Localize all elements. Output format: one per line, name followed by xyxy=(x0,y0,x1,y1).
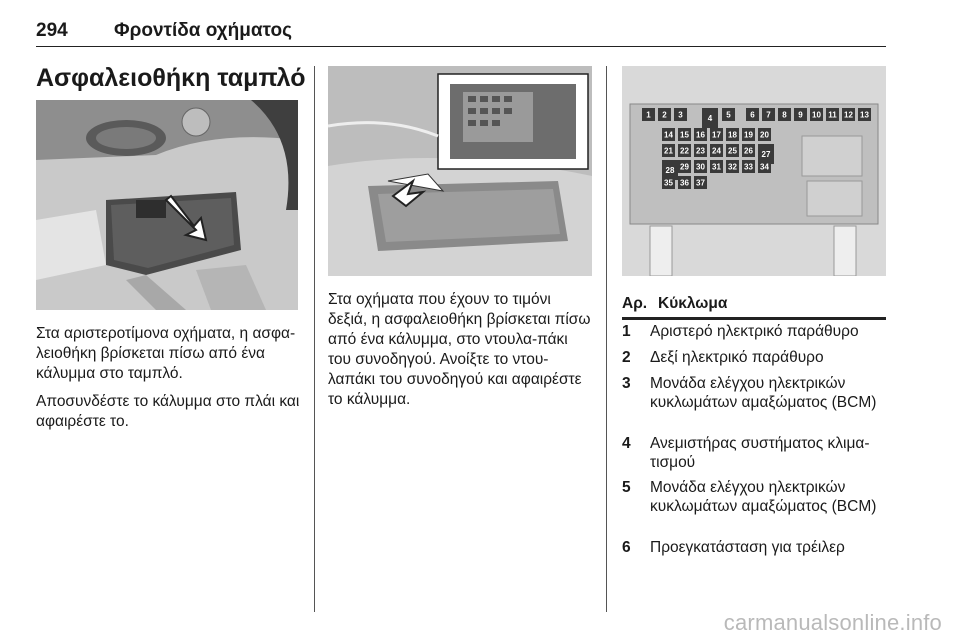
fuse-label: 29 xyxy=(680,162,689,172)
fuse-label: 8 xyxy=(782,110,787,120)
fuse-label: 9 xyxy=(798,110,803,120)
circuit-name: Μονάδα ελέγχου ηλεκτρικών κυκλωμάτων αμαξώματος (BCM) xyxy=(650,375,877,411)
fuse-label: 15 xyxy=(680,130,689,140)
fuse-number: 2 xyxy=(622,349,631,366)
fuse-label: 17 xyxy=(712,130,721,140)
fuse-number: 5 xyxy=(622,479,631,496)
watermark: carmanualsonline.info xyxy=(723,610,942,635)
fuse-label: 22 xyxy=(680,146,689,156)
paragraph: Στα αριστεροτίμονα οχήματα, η ασφα-λειοθήκη βρίσκεται πίσω από ένα κάλυμμα στο ταμπλό. xyxy=(36,325,296,382)
fuse-label: 7 xyxy=(766,110,771,120)
fuse-box-diagram xyxy=(622,66,886,276)
fuse-label: 33 xyxy=(744,162,753,172)
fuse-label: 37 xyxy=(696,178,705,188)
fuse-label: 11 xyxy=(828,110,837,120)
fuse-label: 32 xyxy=(728,162,737,172)
fuse-label: 21 xyxy=(664,146,673,156)
col-number: Αρ. xyxy=(622,295,648,312)
fuse-label: 24 xyxy=(712,146,721,156)
fuse-label: 13 xyxy=(860,110,869,120)
fuse-label: 4 xyxy=(707,114,713,123)
fuse-label: 23 xyxy=(696,146,705,156)
fuse-label: 36 xyxy=(680,178,689,188)
fuse-label: 14 xyxy=(664,130,673,140)
circuit-name: Προεγκατάσταση για τρέιλερ xyxy=(650,539,845,556)
fuse-label: 25 xyxy=(728,146,737,156)
fuse-label: 35 xyxy=(664,178,673,188)
section-title: Ασφαλειοθήκη ταμπλό xyxy=(36,64,306,92)
page-header xyxy=(36,16,886,47)
middle-text xyxy=(328,290,594,418)
fuse-label: 18 xyxy=(728,130,737,140)
fuse-label: 26 xyxy=(744,146,753,156)
fuse-label: 31 xyxy=(712,162,721,172)
fuse-table-header xyxy=(622,289,886,320)
circuit-name: Ανεμιστήρας συστήματος κλιμα-τισμού xyxy=(650,435,870,471)
fuse-label: 1 xyxy=(646,110,651,120)
fuse-label: 3 xyxy=(678,110,683,120)
fuse-label: 16 xyxy=(696,130,705,140)
fuse-label: 6 xyxy=(750,110,755,120)
circuit-name: Αριστερό ηλεκτρικό παράθυρο xyxy=(650,323,859,340)
paragraph: Στα οχήματα που έχουν το τιμόνι δεξιά, η ασφαλειοθήκη βρίσκεται πίσω από ένα κάλυμμα, στο ντουλα-πάκι του συνοδηγού. Ανοίξτε το ντου-λαπάκι του συνοδηγού και αφαιρέστε το κάλυμμα. xyxy=(328,291,591,408)
fuse-label: 30 xyxy=(696,162,705,172)
left-text xyxy=(36,324,300,440)
paragraph: Αποσυνδέστε το κάλυμμα στο πλάι και αφαιρέστε το. xyxy=(36,393,300,430)
fuse-label: 27 xyxy=(761,150,771,159)
fuse-label: 10 xyxy=(812,110,821,120)
column-divider xyxy=(314,66,315,612)
circuit-name: Μονάδα ελέγχου ηλεκτρικών κυκλωμάτων αμαξώματος (BCM) xyxy=(650,479,877,515)
dashboard-cover-photo xyxy=(36,100,298,310)
fuse-label: 19 xyxy=(744,130,753,140)
fuse-number: 4 xyxy=(622,435,631,452)
fuse-number: 3 xyxy=(622,375,631,392)
page-number: 294 xyxy=(36,20,68,41)
fuse-label: 20 xyxy=(760,130,769,140)
col-circuit: Κύκλωμα xyxy=(658,295,728,312)
fuse-number: 6 xyxy=(622,539,631,556)
fuse-number: 1 xyxy=(622,323,631,340)
fuse-label: 2 xyxy=(662,110,667,120)
glovebox-photo xyxy=(328,66,592,276)
chapter-title: Φροντίδα οχήματος xyxy=(114,20,292,41)
fuse-label: 5 xyxy=(726,110,731,120)
circuit-name: Δεξί ηλεκτρικό παράθυρο xyxy=(650,349,824,366)
fuse-label: 34 xyxy=(760,162,769,172)
fuse-label: 28 xyxy=(665,166,675,175)
column-divider xyxy=(606,66,607,612)
fuse-label: 12 xyxy=(844,110,853,120)
